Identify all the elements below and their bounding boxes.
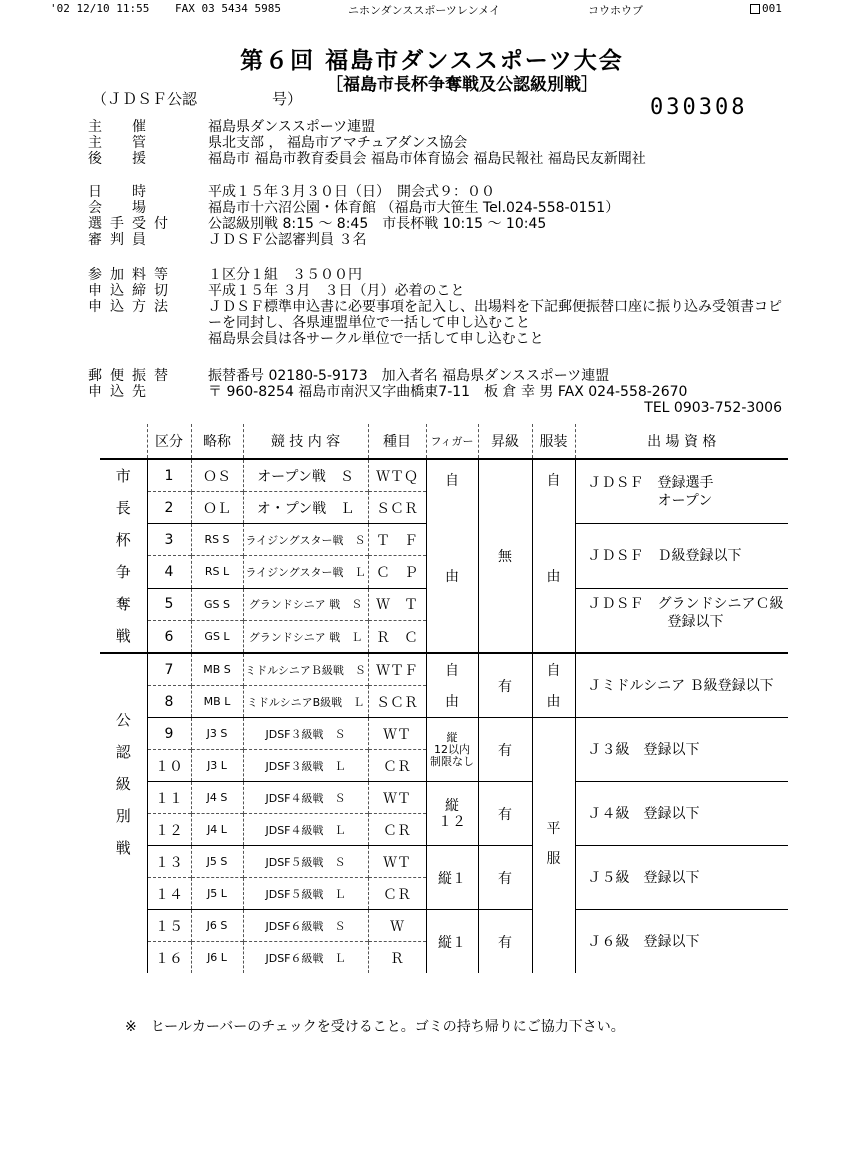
table-cell: GS L	[191, 621, 243, 654]
header-event: 競 技 内 容	[243, 424, 368, 459]
table-cell: Ｗ	[368, 910, 426, 942]
table-cell: ＷＴ	[368, 782, 426, 814]
group-certified-class: 公 認 級 別 戦	[100, 653, 147, 973]
table-cell: J4 S	[191, 782, 243, 814]
table-row	[100, 782, 788, 814]
organization-block	[88, 119, 788, 167]
header-dress: 服装	[532, 424, 575, 459]
table-cell: RS L	[191, 556, 243, 588]
fax-page: 001	[750, 2, 782, 15]
table-cell: ミドルシニアB級戦 Ｌ	[243, 686, 368, 718]
info-row: 審判員 ＪＤＳＦ公認審判員 ３名	[88, 232, 367, 248]
header-promotion: 昇級	[478, 424, 532, 459]
table-cell: 8	[147, 686, 191, 718]
table-cell: JDSF６級戦 Ｓ	[243, 910, 368, 942]
info-row: 申込先 〒 960-8254 福島市南沢又字曲橋東7-11 板 倉 幸 男 FAX 024-558-2670	[88, 384, 688, 400]
table-cell: 由	[426, 556, 478, 653]
table-cell: 7	[147, 653, 191, 686]
table-cell: J6 S	[191, 910, 243, 942]
table-cell: 縦 １２	[426, 782, 478, 846]
table-cell: ＣＲ	[368, 750, 426, 782]
info-row: 主 管 県北支部 ， 福島市アマチュアダンス協会	[88, 135, 468, 151]
table-cell: ＳＣＲ	[368, 686, 426, 718]
table-cell: JDSF３級戦 Ｌ	[243, 750, 368, 782]
table-cell: ＷＴ	[368, 718, 426, 750]
table-cell: 縦１	[426, 910, 478, 974]
table-cell: １６	[147, 942, 191, 974]
table-cell: 有	[478, 846, 532, 910]
table-cell: ＷＴＦ	[368, 653, 426, 686]
info-row: 選手受付 公認級別戦 8:15 ～ 8:45 市長杯戦 10:15 ～ 10:45	[88, 216, 547, 232]
fax-sender: ニホンダンススポーツレンメイ	[348, 4, 501, 17]
table-cell: JDSF４級戦 Ｓ	[243, 782, 368, 814]
table-cell: JDSF４級戦 Ｌ	[243, 814, 368, 846]
page-title: 第６回 福島市ダンススポーツ大会	[240, 48, 624, 74]
table-cell: 無	[478, 459, 532, 653]
payment-block	[88, 368, 788, 416]
info-row: 会 場 福島市十六沼公園・体育館 （福島市大笹生 Tel.024-558-0151）	[88, 200, 620, 216]
table-cell: Ｊ６級 登録以下	[575, 910, 788, 974]
table-cell: ＪＤＳＦ グランドシニアＣ級 登録以下	[575, 588, 788, 653]
table-cell: 3	[147, 524, 191, 556]
table-cell: 有	[478, 653, 532, 718]
fax-number: FAX 03 5434 5985	[175, 2, 281, 15]
header-qualification: 出 場 資 格	[575, 424, 788, 459]
table-cell: GS S	[191, 588, 243, 620]
table-cell: ＣＲ	[368, 878, 426, 910]
table-cell: 4	[147, 556, 191, 588]
info-row: 後 援 福島市 福島市教育委員会 福島市体育協会 福島民報社 福島民友新聞社	[88, 151, 646, 167]
table-row	[100, 653, 788, 686]
table-cell: MB L	[191, 686, 243, 718]
table-cell: 5	[147, 588, 191, 620]
table-cell: JDSF３級戦 Ｓ	[243, 718, 368, 750]
table-cell: ＳＣＲ	[368, 492, 426, 524]
table-cell: １０	[147, 750, 191, 782]
table-cell: ライジングスター戦 Ｓ	[243, 524, 368, 556]
table-cell: Ｊ４級 登録以下	[575, 782, 788, 846]
event-block	[88, 184, 788, 248]
table-cell: 服	[532, 846, 575, 974]
info-row: TEL 0903-752-3006	[644, 400, 782, 416]
table-cell: ＪＤＳＦ Ｄ級登録以下	[575, 524, 788, 589]
table-cell: 自	[532, 459, 575, 556]
table-cell: １４	[147, 878, 191, 910]
table-cell: ＯＬ	[191, 492, 243, 524]
fax-header	[50, 0, 790, 16]
doc-number: 030308	[650, 95, 748, 120]
table-cell: 縦１	[426, 846, 478, 910]
table-cell: J4 L	[191, 814, 243, 846]
table-cell: オ・プン戦 Ｌ	[243, 492, 368, 524]
table-cell: ＪＤＳＦ 登録選手 オープン	[575, 459, 788, 524]
table-cell: Ｗ Ｔ	[368, 588, 426, 620]
info-row: 日 時 平成１５年３月３０日（日） 開会式９：００	[88, 184, 495, 200]
table-cell: J5 L	[191, 878, 243, 910]
table-cell: J3 S	[191, 718, 243, 750]
table-cell: 平	[532, 718, 575, 846]
info-row: 主 催 福島県ダンススポーツ連盟	[88, 119, 376, 135]
header-figure: フィガー	[426, 424, 478, 459]
table-cell: 有	[478, 782, 532, 846]
fax-receiver: コウホウブ	[588, 4, 643, 17]
table-cell: JDSF６級戦 Ｌ	[243, 942, 368, 974]
table-cell: １１	[147, 782, 191, 814]
table-cell: １５	[147, 910, 191, 942]
table-cell: 由	[532, 556, 575, 653]
table-row	[100, 459, 788, 492]
table-cell: 縦 12以内 制限なし	[426, 718, 478, 782]
table-cell: 6	[147, 621, 191, 654]
table-cell: 自	[532, 653, 575, 686]
table-cell: JDSF５級戦 Ｌ	[243, 878, 368, 910]
page-subtitle: ［福島市長杯争奪戦及公認級別戦］	[326, 75, 598, 95]
table-cell: ＯＳ	[191, 459, 243, 492]
table-cell: ＣＲ	[368, 814, 426, 846]
group-mayor-cup: 市 長 杯 争 奪 戦	[115, 467, 131, 645]
table-cell: ＷＴ	[368, 846, 426, 878]
header-dance: 種目	[368, 424, 426, 459]
table-cell: 有	[478, 718, 532, 782]
table-cell: Ｃ Ｐ	[368, 556, 426, 588]
info-row: 郵便振替 振替番号 02180-5-9173 加入者名 福島県ダンススポーツ連盟	[88, 368, 610, 384]
table-cell: 2	[147, 492, 191, 524]
table-header-row	[100, 424, 788, 459]
fax-date: '02 12/10 11:55	[50, 2, 150, 15]
table-cell: １３	[147, 846, 191, 878]
table-cell: ミドルシニアＢ級戦 Ｓ	[243, 653, 368, 686]
entry-block	[88, 267, 788, 347]
table-cell: JDSF５級戦 Ｓ	[243, 846, 368, 878]
table-cell: 由	[426, 686, 478, 718]
table-cell: グランドシニア 戦 Ｓ	[243, 588, 368, 620]
table-cell: オープン戦 Ｓ	[243, 459, 368, 492]
info-row: 福島県会員は各サークル単位で一括して申し込むこと	[208, 331, 544, 347]
table-cell: RS S	[191, 524, 243, 556]
table-cell: 有	[478, 910, 532, 974]
table-cell: Ｒ Ｃ	[368, 621, 426, 654]
table-cell: １２	[147, 814, 191, 846]
header-category: 区分	[147, 424, 191, 459]
table-row	[100, 718, 788, 750]
footer-note: ※ ヒールカーバーのチェックを受けること。ゴミの持ち帰りにご協力下さい。	[125, 1019, 625, 1035]
jdsf-approval: （ＪＤＳＦ公認 号）	[92, 90, 303, 108]
table-cell: Ｒ	[368, 942, 426, 974]
table-cell: J5 S	[191, 846, 243, 878]
table-cell: ＷＴＱ	[368, 459, 426, 492]
table-cell: J3 L	[191, 750, 243, 782]
table-cell: グランドシニア 戦 Ｌ	[243, 621, 368, 654]
table-cell: 1	[147, 459, 191, 492]
table-row	[100, 910, 788, 942]
table-cell: 自	[426, 653, 478, 686]
table-cell: 由	[532, 686, 575, 718]
event-table	[100, 424, 788, 973]
table-cell: 自	[426, 459, 478, 556]
table-cell: Ｊミドルシニア Ｂ級登録以下	[575, 653, 788, 718]
table-cell: MB S	[191, 653, 243, 686]
table-cell: Ｊ５級 登録以下	[575, 846, 788, 910]
table-cell: 9	[147, 718, 191, 750]
fax-page-box-icon	[750, 4, 760, 14]
header-abbr: 略称	[191, 424, 243, 459]
table-row	[100, 846, 788, 878]
info-row: 参加料等 １区分１組 ３５００円	[88, 267, 362, 283]
info-row: 申込方法 ＪＤＳＦ標準申込書に必要事項を記入し、出場料を下記郵便振替口座に振り込み受領書コピーを同封し、各県連盟単位で一括して申し込むこと	[88, 299, 782, 331]
info-row: 申込締切 平成１５年 ３月 ３日（月）必着のこと	[88, 283, 465, 299]
table-cell: Ｔ Ｆ	[368, 524, 426, 556]
table-cell: Ｊ３級 登録以下	[575, 718, 788, 782]
table-cell: ライジングスター戦 Ｌ	[243, 556, 368, 588]
table-cell: J6 L	[191, 942, 243, 974]
